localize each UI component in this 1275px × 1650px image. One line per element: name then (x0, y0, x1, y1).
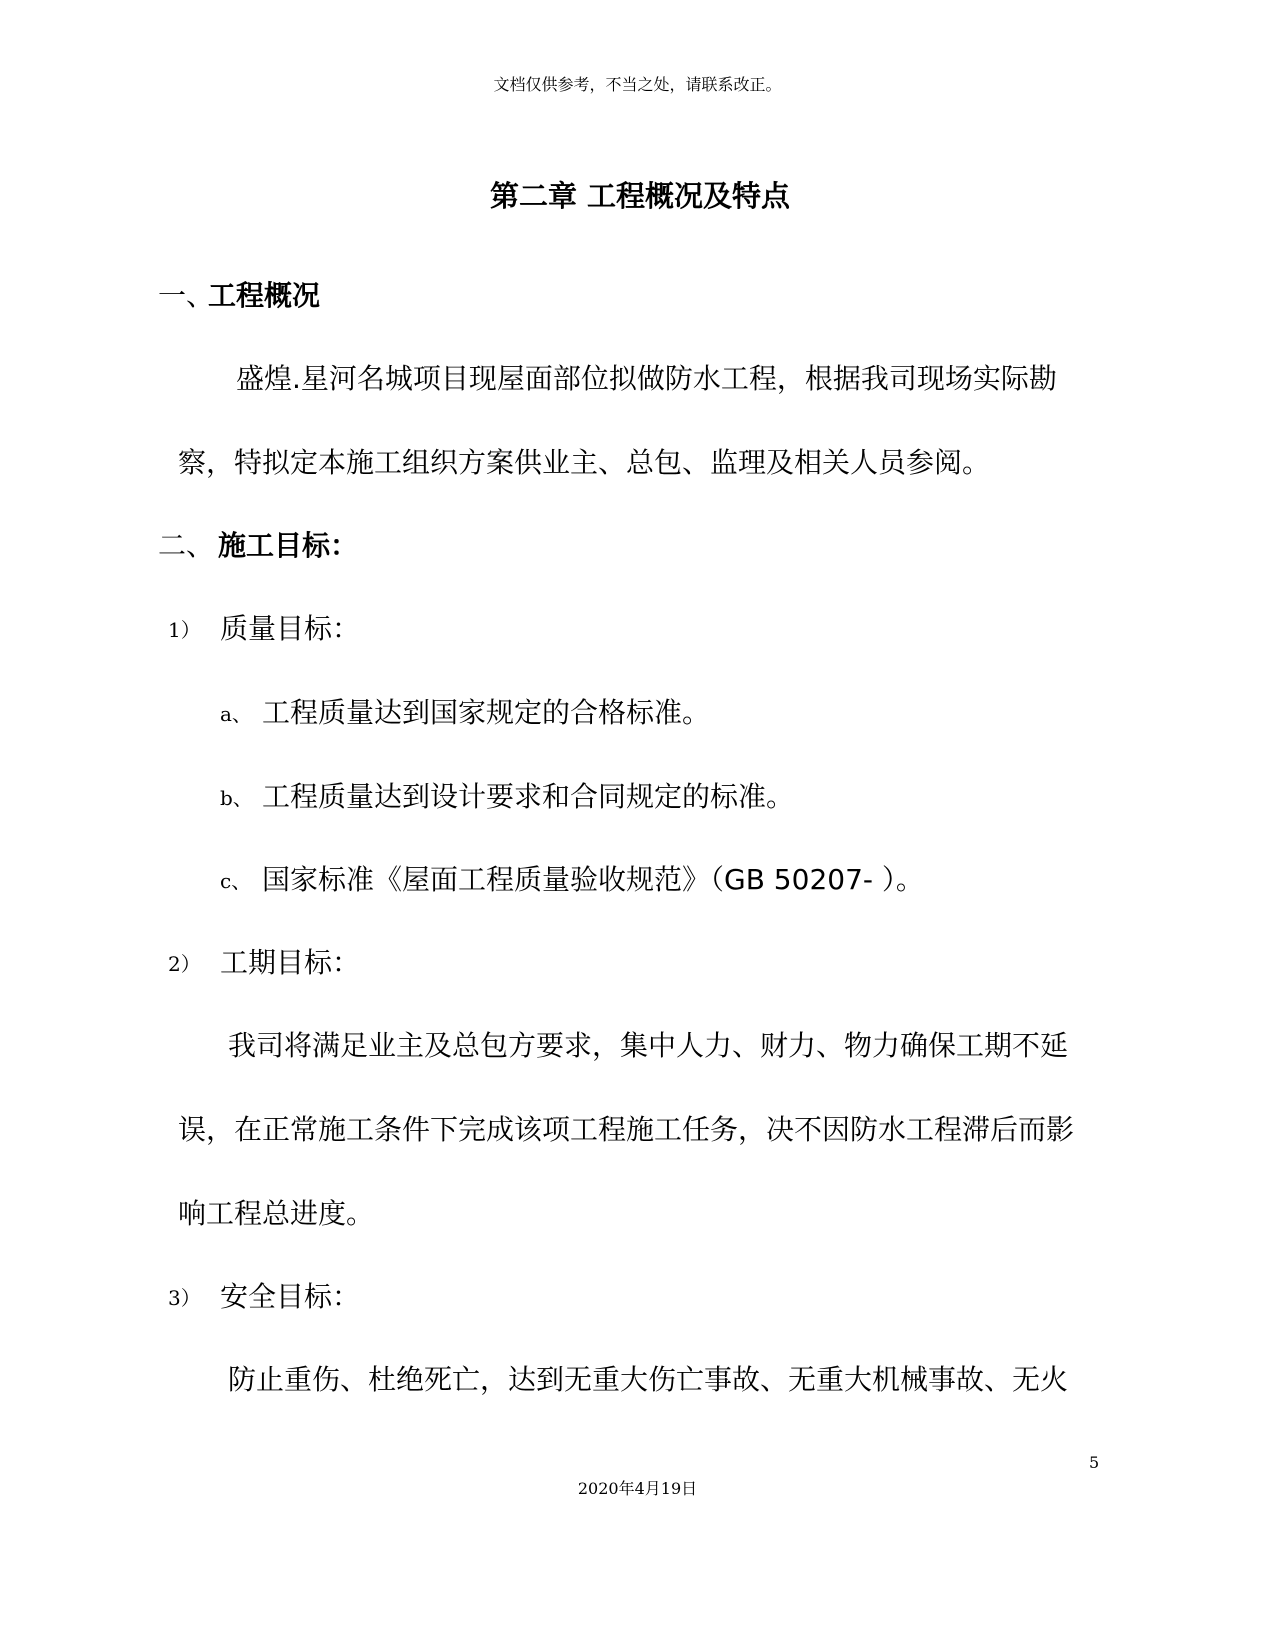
sub-item-letter: a、 (220, 702, 252, 726)
page-header-note: 文档仅供参考，不当之处，请联系改正。 (493, 75, 782, 94)
paragraph-line: 防止重伤、杜绝死亡，达到无重大伤亡事故、无重大机械事故、无火 (228, 1363, 1069, 1396)
paragraph-line: 察，特拟定本施工组织方案供业主、总包、监理及相关人员参阅。 (178, 446, 991, 479)
sub-item-text: 工程质量达到国家规定的合格标准。 (262, 696, 711, 729)
sub-item-letter: c、 (220, 869, 252, 893)
list-item-label: 工期目标： (220, 946, 361, 979)
list-item-number: 1） (168, 618, 201, 642)
section-heading-overview (158, 274, 320, 314)
page-number: 5 (1089, 1453, 1100, 1472)
section-label: 施工目标： (218, 529, 359, 562)
paragraph-line: 我司将满足业主及总包方要求，集中人力、财力、物力确保工期不延 (228, 1029, 1069, 1062)
list-item-number: 2） (168, 952, 201, 976)
list-item-label: 安全目标： (220, 1280, 361, 1313)
paragraph-line: 误，在正常施工条件下完成该项工程施工任务，决不因防水工程滞后而影 (178, 1113, 1075, 1146)
list-item-number: 3） (168, 1286, 201, 1310)
paragraph-line: 盛煌.星河名城项目现屋面部位拟做防水工程，根据我司现场实际勘 (236, 362, 1057, 395)
list-item-label: 质量目标： (220, 612, 361, 645)
footer-date: 2020年4月19日 (577, 1479, 698, 1498)
section-number: 一、 (158, 279, 215, 312)
section-label: 工程概况 (208, 279, 321, 312)
section-heading-goals (158, 524, 358, 564)
sub-item-letter: b、 (220, 786, 253, 810)
section-number: 二、 (158, 529, 215, 562)
chapter-title: 第二章 工程概况及特点 (489, 179, 791, 213)
sub-item-text: 工程质量达到设计要求和合同规定的标准。 (262, 780, 795, 813)
sub-item-text: 国家标准《屋面工程质量验收规范》（GB 50207- ）。 (262, 863, 924, 896)
paragraph-line: 响工程总进度。 (178, 1197, 375, 1230)
